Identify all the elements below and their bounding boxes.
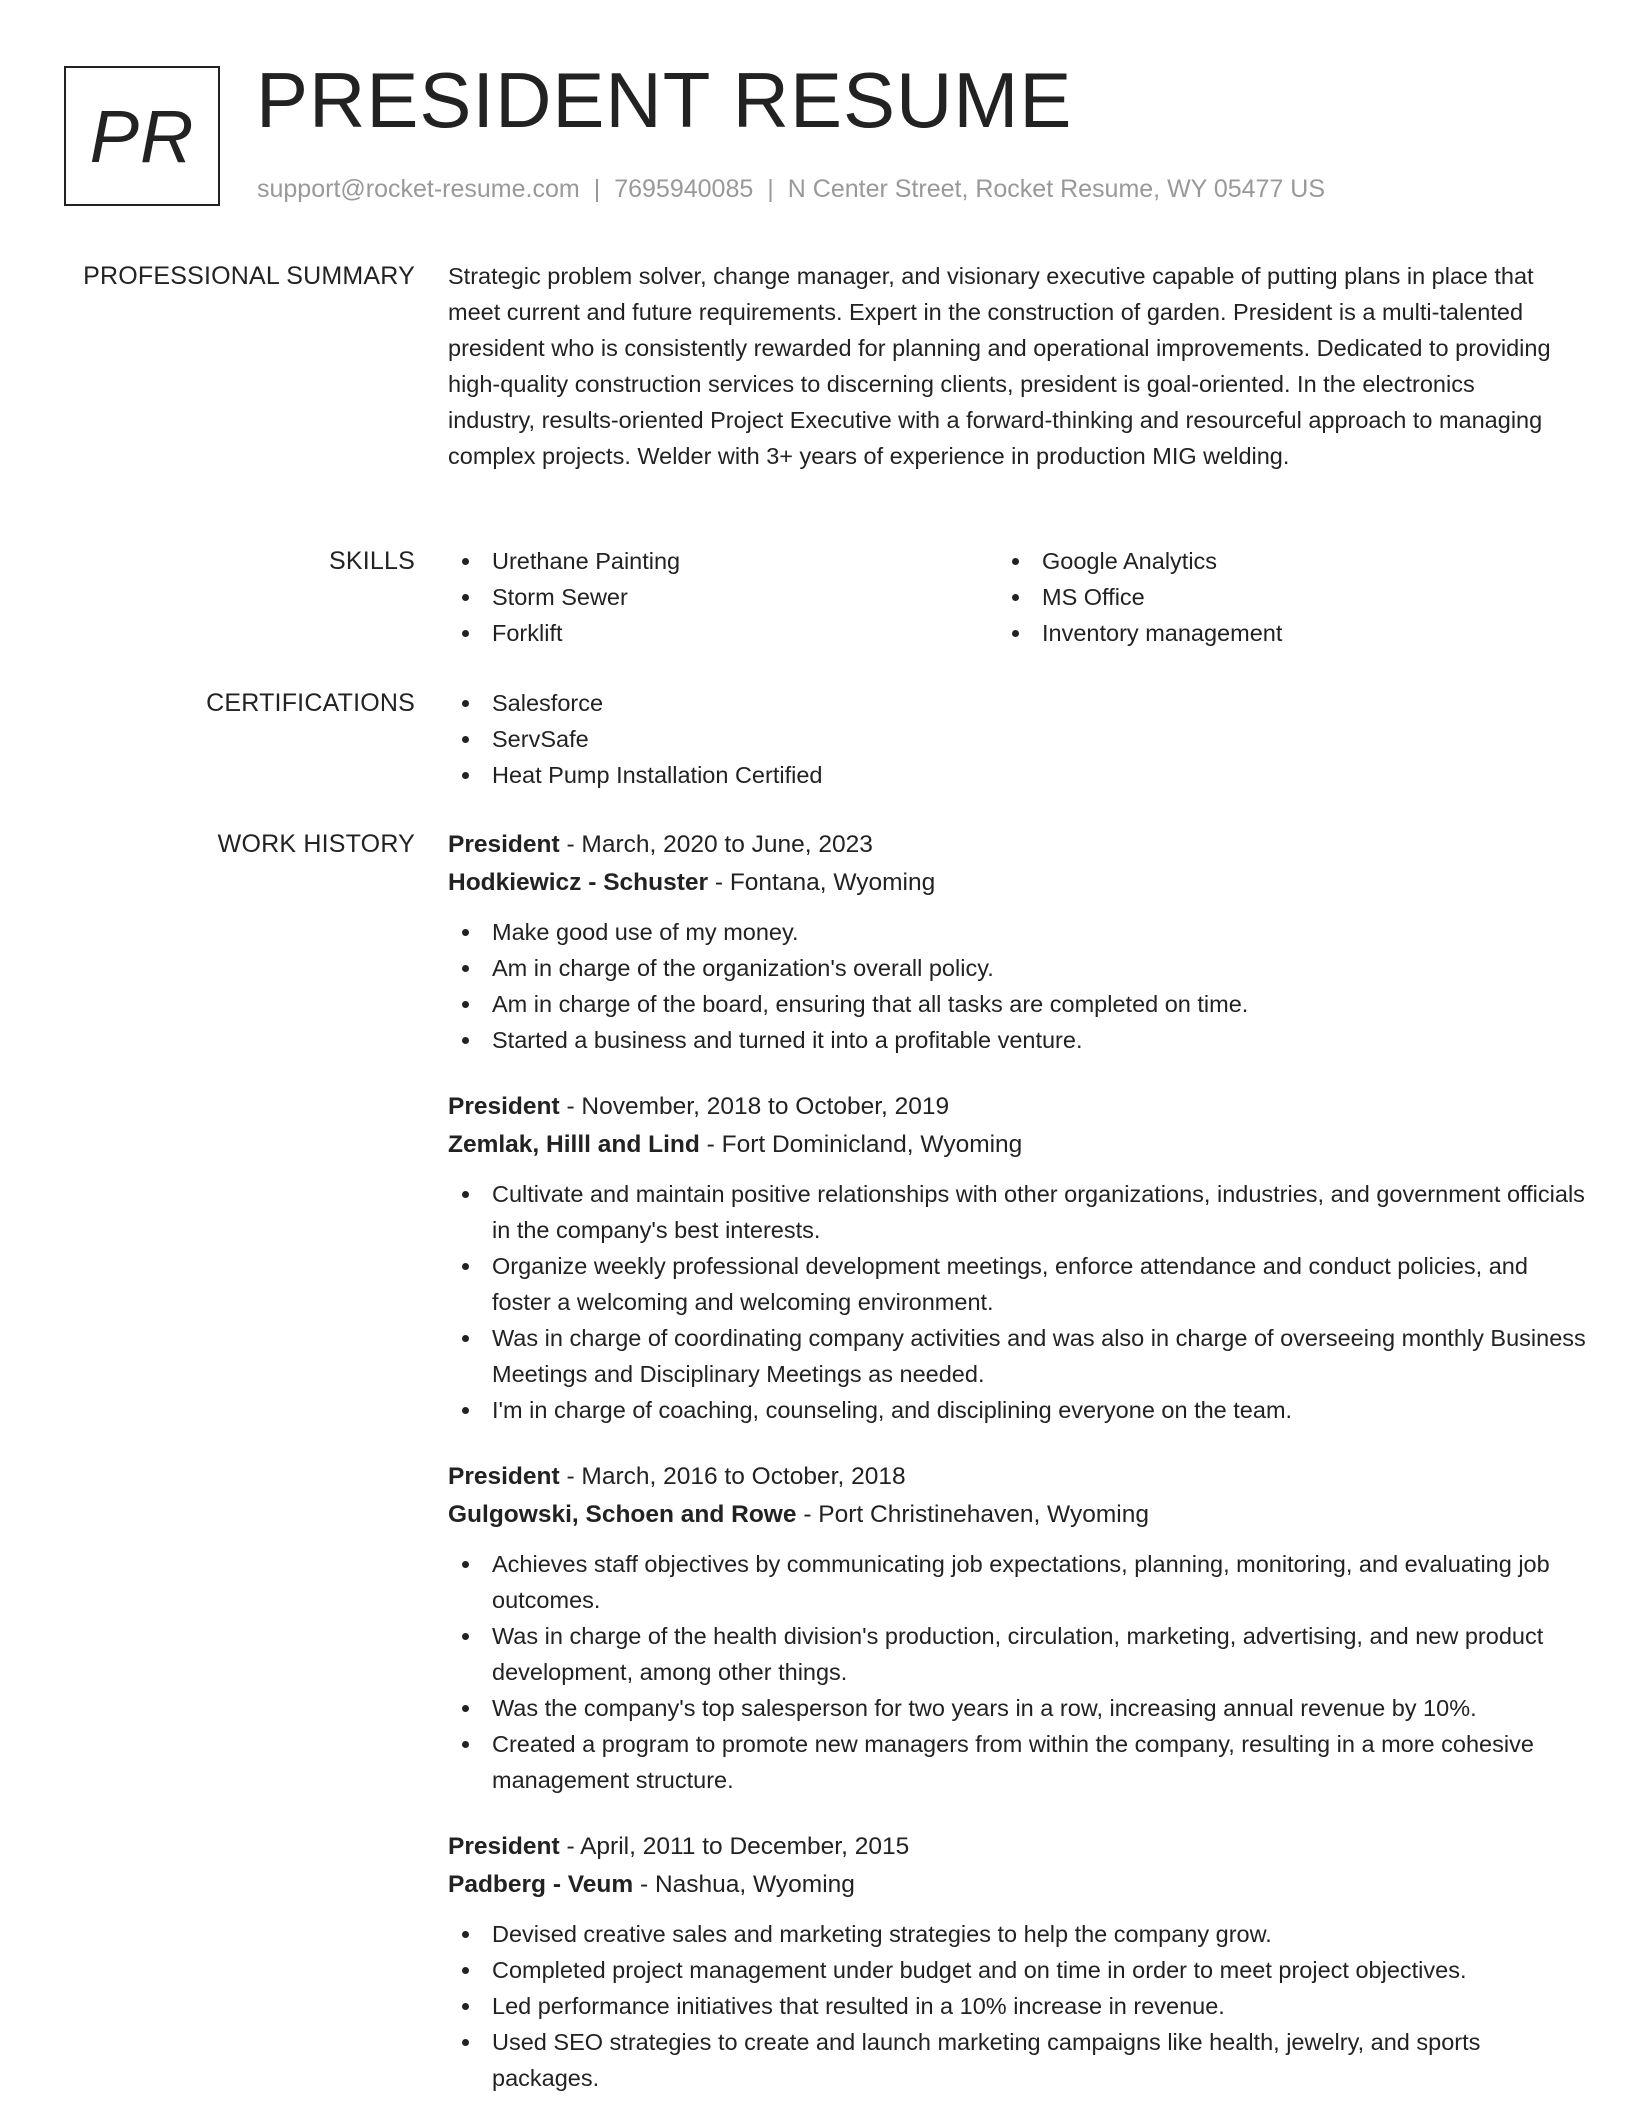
section-heading: PROFESSIONAL SUMMARY	[83, 262, 415, 290]
job-bullets	[448, 914, 1588, 1058]
job-location: - Fontana, Wyoming	[714, 869, 936, 896]
certification-item: Salesforce	[448, 685, 1568, 721]
certification-item: Heat Pump Installation Certified	[448, 757, 1568, 793]
job-location: - Port Christinehaven, Wyoming	[803, 1501, 1149, 1528]
job-entry	[448, 1828, 1588, 2096]
job-bullet: Devised creative sales and marketing strategies to help the company grow.	[448, 1916, 1588, 1952]
job-bullets	[448, 1176, 1588, 1428]
job-bullets	[448, 1916, 1588, 2096]
job-entry	[448, 826, 1588, 1058]
job-title-line	[448, 1088, 1588, 1126]
job-company: Hodkiewicz - Schuster	[448, 869, 709, 896]
skill-item: Inventory management	[998, 615, 1548, 651]
job-company: Zemlak, Hilll and Lind	[448, 1131, 700, 1158]
job-bullet: Used SEO strategies to create and launch marketing campaigns like health, jewelry, and sports packages.	[448, 2024, 1588, 2096]
job-bullet: Led performance initiatives that resulted in a 10% increase in revenue.	[448, 1988, 1588, 2024]
contact-address: N Center Street, Rocket Resume, WY 05477 US	[787, 175, 1326, 203]
skills-list-left	[448, 543, 998, 651]
skill-item: Storm Sewer	[448, 579, 998, 615]
section-heading: WORK HISTORY	[217, 830, 415, 858]
skill-item: Urethane Painting	[448, 543, 998, 579]
contact-separator: |	[593, 175, 601, 203]
resume-title: PRESIDENT RESUME	[256, 56, 1073, 144]
job-bullet: Created a program to promote new managers from within the company, resulting in a more cohesive management structure.	[448, 1726, 1588, 1798]
job-company: Padberg - Veum	[448, 1871, 634, 1898]
job-bullet: Achieves staff objectives by communicating job expectations, planning, monitoring, and evaluating job outcomes.	[448, 1546, 1588, 1618]
skill-item: Forklift	[448, 615, 998, 651]
section-heading: SKILLS	[329, 547, 415, 575]
job-bullet: Completed project management under budget and on time in order to meet project objectives.	[448, 1952, 1588, 1988]
job-title-line	[448, 1458, 1588, 1496]
job-bullet: Cultivate and maintain positive relationships with other organizations, industries, and government officials in the company's best interests.	[448, 1176, 1588, 1248]
contact-line	[257, 175, 1325, 204]
contact-separator: |	[767, 175, 774, 203]
job-title-line	[448, 1828, 1588, 1866]
job-company-line	[448, 1866, 1588, 1904]
job-title-line	[448, 826, 1588, 864]
job-dates: - April, 2011 to December, 2015	[566, 1833, 910, 1860]
job-bullet: I'm in charge of coaching, counseling, and disciplining everyone on the team.	[448, 1392, 1588, 1428]
job-bullet: Was in charge of coordinating company activities and was also in charge of overseeing monthly Business Meetings and Disciplinary Meetings as needed.	[448, 1320, 1588, 1392]
skill-item: Google Analytics	[998, 543, 1548, 579]
job-title: President	[448, 831, 560, 858]
job-company-line	[448, 1496, 1588, 1534]
job-dates: - November, 2018 to October, 2019	[566, 1093, 950, 1120]
skills-list-right	[998, 543, 1548, 651]
job-bullet: Started a business and turned it into a profitable venture.	[448, 1022, 1588, 1058]
section-heading: CERTIFICATIONS	[206, 689, 415, 717]
job-entry	[448, 1088, 1588, 1428]
job-title: President	[448, 1463, 560, 1490]
job-bullet: Am in charge of the organization's overall policy.	[448, 950, 1588, 986]
job-title: President	[448, 1093, 560, 1120]
skill-item: MS Office	[998, 579, 1548, 615]
job-dates: - March, 2020 to June, 2023	[566, 831, 873, 858]
job-dates: - March, 2016 to October, 2018	[566, 1463, 906, 1490]
summary-text: Strategic problem solver, change manager, and visionary executive capable of putting plans in place that meet current and future requirements. Expert in the construction of garden. President is a multi-talented president who is consistently rewarded for planning and operational improvements. Dedicated to providing high-quality construction services to discerning clients, president is goal-oriented. In the electronics industry, results-oriented Project Executive with a forward-thinking and resourceful approach to managing complex projects. Welder with 3+ years of experience in production MIG welding.	[448, 263, 1551, 469]
job-entry	[448, 1458, 1588, 1798]
job-location: - Nashua, Wyoming	[639, 1871, 855, 1898]
job-company: Gulgowski, Schoen and Rowe	[448, 1501, 797, 1528]
job-title: President	[448, 1833, 560, 1860]
job-bullet: Was in charge of the health division's production, circulation, marketing, advertising, and new product development, among other things.	[448, 1618, 1588, 1690]
job-bullet: Make good use of my money.	[448, 914, 1588, 950]
certifications-list	[448, 685, 1568, 793]
job-bullet: Am in charge of the board, ensuring that all tasks are completed on time.	[448, 986, 1588, 1022]
job-bullet: Was the company's top salesperson for two years in a row, increasing annual revenue by 10%.	[448, 1690, 1588, 1726]
certification-item: ServSafe	[448, 721, 1568, 757]
monogram-logo: PR	[64, 66, 220, 206]
job-location: - Fort Dominicland, Wyoming	[706, 1131, 1023, 1158]
job-company-line	[448, 864, 1588, 902]
contact-phone[interactable]: 7695940085	[614, 175, 754, 203]
job-bullets	[448, 1546, 1588, 1798]
job-company-line	[448, 1126, 1588, 1164]
job-bullet: Organize weekly professional development meetings, enforce attendance and conduct policies, and foster a welcoming and welcoming environment.	[448, 1248, 1588, 1320]
contact-email[interactable]: support@rocket-resume.com	[257, 175, 580, 203]
